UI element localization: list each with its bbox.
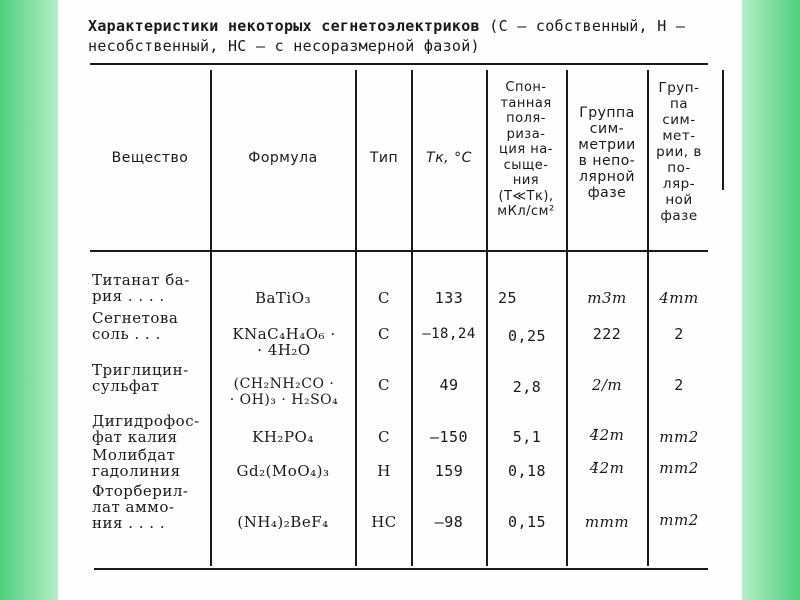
row3-formula: (CH₂NH₂CO · · OH)₃ · H₂SO₄ [229,376,339,408]
right-green-border [742,0,800,600]
header-symmetry-nonpolar: Группа сим- метрии в непо- лярной фазе [578,105,636,201]
row6-sym-polar: mm2 [659,511,699,529]
header-symmetry-polar: Груп- па сим- мет- рии, в по- ляр- ной фазе [656,80,702,224]
row4-polarization: 5,1 [512,428,542,446]
header-substance: Вещество [111,150,189,166]
row1-type: С [378,289,390,307]
right-edge-mark [722,70,724,190]
row4-substance: Дигидрофос- фат калия [92,412,200,446]
row6-sym-nonpolar: mmm [584,513,630,531]
row6-substance: Фторберил- лат аммо- ния . . . . [92,482,189,532]
row6-curie-temp: —98 [434,513,464,531]
row3-sym-polar: 2 [674,376,684,394]
row3-polarization: 2,8 [512,378,542,396]
row4-sym-polar: mm2 [659,428,699,446]
row3-curie-temp: 49 [439,376,459,394]
row5-sym-polar: mm2 [659,459,699,477]
table-caption [88,16,708,56]
row1-polarization: 25 [498,289,518,307]
row2-polarization: 0,25 [507,327,547,345]
document-sheet [58,0,742,600]
row6-type: НС [371,513,397,531]
row4-curie-temp: —150 [429,428,469,446]
col-sep-2 [355,70,357,566]
left-green-border [0,0,58,600]
row2-formula: KNaC₄H₄O₆ · · 4H₂O [232,325,336,359]
row3-sym-nonpolar: 2/m [591,376,623,394]
caption-bold: Характеристики некоторых сегнетоэлектриков [88,17,480,35]
row6-polarization: 0,15 [507,513,547,531]
row2-sym-nonpolar: 222 [592,325,622,343]
row5-substance: Молибдат гадолиния [92,446,181,480]
row1-curie-temp: 133 [434,289,464,307]
row4-formula: KH₂PO₄ [252,428,314,446]
row1-substance: Титанат ба- рия . . . . [92,271,190,305]
header-curie-temp: Tк, °C [426,150,472,166]
row5-sym-nonpolar: 4̄2m [589,459,625,477]
row2-curie-temp: —18,24 [422,326,476,342]
row3-substance: Триглицин- сульфат [92,361,189,395]
row4-sym-nonpolar: 4̄2m [589,426,625,444]
row2-substance: Сегнетова соль . . . [92,309,179,343]
row5-curie-temp: 159 [434,462,464,480]
row5-formula: Gd₂(MoO₄)₃ [236,462,330,480]
header-polarization: Спон- танная поля- риза- ция на- сыще- ния (T≪Tк), мКл/см² [497,80,555,219]
row2-sym-polar: 2 [674,325,684,343]
row4-type: С [378,428,390,446]
header-rule [90,250,708,252]
row1-sym-nonpolar: m3m [587,289,627,307]
col-sep-3 [411,70,413,566]
row1-sym-polar: 4mm [659,289,699,307]
row3-type: С [378,376,390,394]
top-rule [90,63,708,65]
row6-formula: (NH₄)₂BeF₄ [237,513,329,531]
header-formula: Формула [248,150,318,166]
caption-rest: (С — собственный, Н — несобственный, НС — с несоразмерной фазой) [88,17,686,55]
row1-formula: BaTiO₃ [254,289,312,307]
row5-type: Н [377,462,391,480]
row2-type: С [378,325,390,343]
bottom-rule [94,568,708,570]
header-type: Тип [369,150,399,166]
row5-polarization: 0,18 [507,462,547,480]
